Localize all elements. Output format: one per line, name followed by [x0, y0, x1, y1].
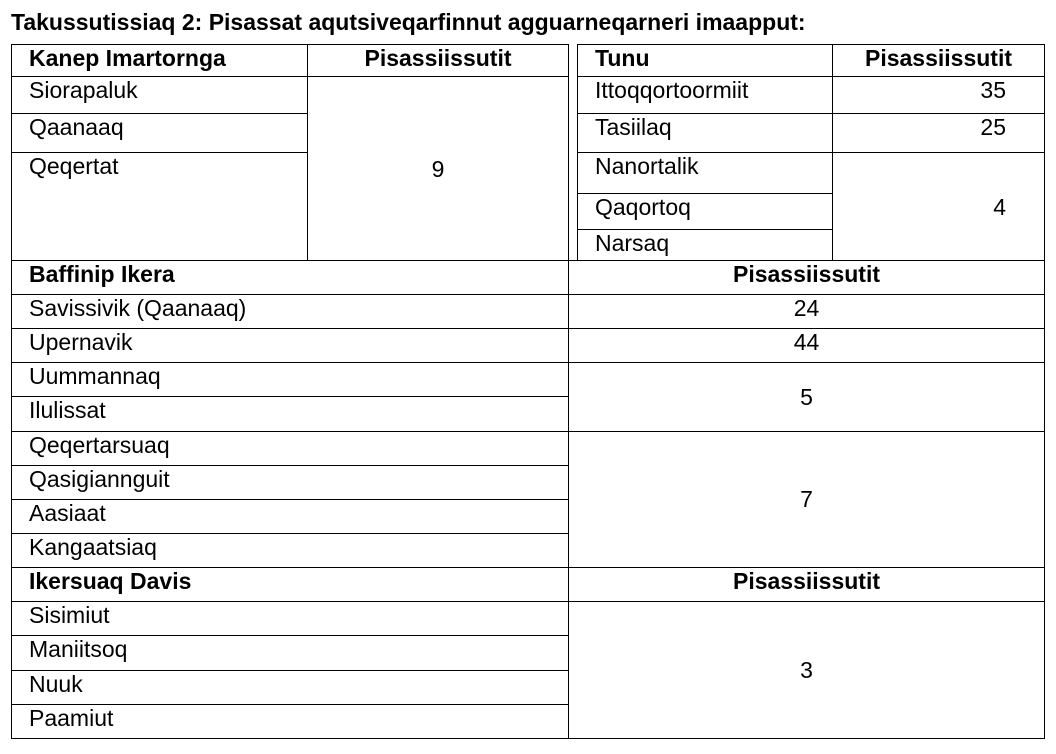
place-cell: Ittoqqortoormiit: [578, 77, 833, 114]
region-header-baffinip-ikera: Baffinip Ikera: [12, 260, 569, 294]
place-cell: Nanortalik: [578, 153, 833, 193]
place-cell: Sisimiut: [12, 602, 569, 636]
place-cell: Aasiaat: [12, 499, 569, 533]
quota-value-cell: 44: [569, 329, 1045, 363]
place-cell: Qasigiannguit: [12, 465, 569, 499]
quota-value-cell: 35: [833, 77, 1045, 114]
region-header-ikersuaq-davis: Ikersuaq Davis: [12, 568, 569, 602]
quota-header: Pisassiissutit: [308, 45, 569, 77]
place-cell: Narsaq: [578, 229, 833, 260]
section1-header-row: [12, 45, 1045, 77]
quota-table: [11, 44, 1045, 739]
quota-value-cell: 5: [569, 363, 1045, 431]
place-cell: Nuuk: [12, 670, 569, 704]
place-cell: Tasiilaq: [578, 114, 833, 153]
region-header-tunu: Tunu: [578, 45, 833, 77]
section3-header-row: [12, 568, 1045, 602]
column-gap: [569, 45, 578, 77]
region-header-kanep-imartornga: Kanep Imartornga: [12, 45, 308, 77]
quota-value-cell: 25: [833, 114, 1045, 153]
place-cell: Qeqertat: [12, 153, 308, 260]
table-row: [12, 363, 1045, 397]
place-cell: Upernavik: [12, 329, 569, 363]
place-cell: Maniitsoq: [12, 636, 569, 670]
quota-header: Pisassiissutit: [833, 45, 1045, 77]
place-cell: Uummannaq: [12, 363, 569, 397]
quota-header: Pisassiissutit: [569, 260, 1045, 294]
quota-value-cell: 9: [308, 77, 569, 261]
quota-header: Pisassiissutit: [569, 568, 1045, 602]
table-row: [12, 602, 1045, 636]
quota-value-cell: 24: [569, 295, 1045, 329]
place-cell: Qaqortoq: [578, 193, 833, 229]
table-row: [12, 77, 1045, 114]
place-cell: Siorapaluk: [12, 77, 308, 114]
quota-value-cell: 7: [569, 431, 1045, 568]
place-cell: Ilulissat: [12, 397, 569, 431]
section2-header-row: [12, 260, 1045, 294]
document-title: Takussutissiaq 2: Pisassat aqutsiveqarfinnut agguarneqarneri imaapput:: [11, 9, 806, 35]
place-cell: Qaanaaq: [12, 114, 308, 153]
place-cell: Paamiut: [12, 704, 569, 738]
quota-value-cell: 4: [833, 153, 1045, 260]
place-cell: Qeqertarsuaq: [12, 431, 569, 465]
column-gap: [569, 77, 578, 261]
quota-value-cell: 3: [569, 602, 1045, 739]
place-cell: Savissivik (Qaanaaq): [12, 295, 569, 329]
table-row: [12, 295, 1045, 329]
place-cell: Kangaatsiaq: [12, 534, 569, 568]
table-row: [12, 431, 1045, 465]
table-row: [12, 329, 1045, 363]
